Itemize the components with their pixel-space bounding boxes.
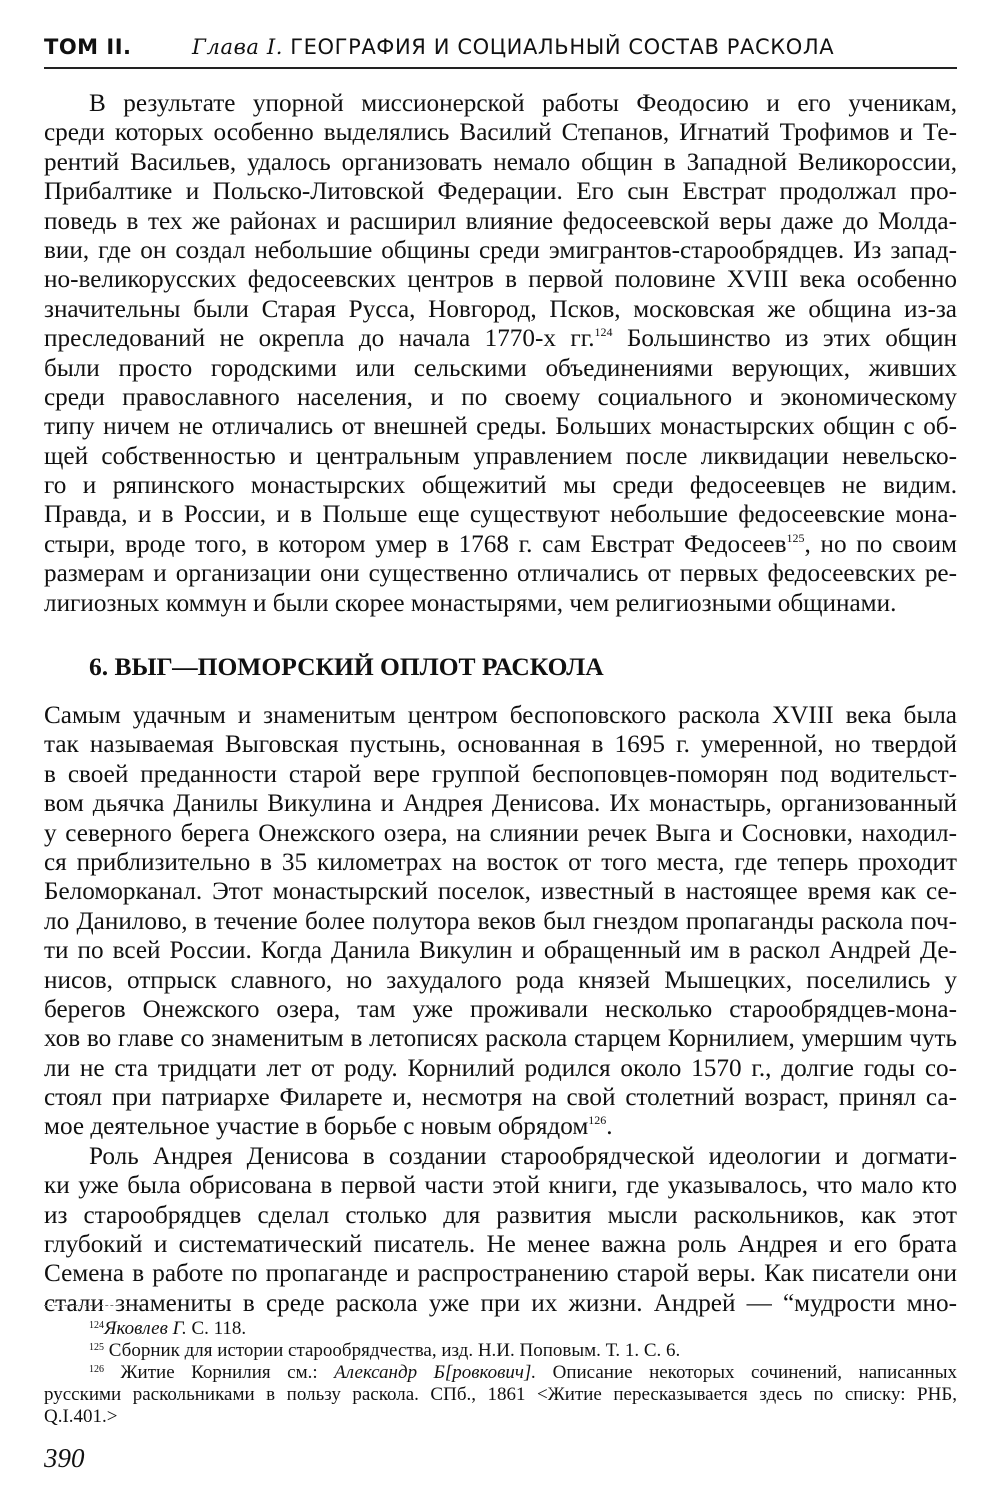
footnote-126-line-3: Q.I.401.> bbox=[44, 1406, 118, 1427]
text-segment: стыри, вроде того, в котором умер в 1768 г. сам Евстрат Федосеев bbox=[44, 530, 787, 558]
footnote-number: 124 bbox=[89, 1320, 104, 1331]
text-line: ли не ста тридцати лет от роду. Корнилий родился около 1570 г., долгие годы со- bbox=[44, 1054, 957, 1082]
text-line: так называемая Выговская пустынь, основанная в 1695 г. умеренной, но твердой bbox=[44, 731, 957, 759]
text-line: размерам и организации они существенно отличались от первых федосеевских ре- bbox=[44, 560, 957, 588]
footnote-124 bbox=[44, 1318, 957, 1340]
text-line: ся приблизительно в 35 километрах на восток от того места, где теперь проходит bbox=[44, 848, 957, 876]
text-line bbox=[44, 1112, 957, 1141]
text-line: хов во главе со знаменитым в летописях раскола старцем Корнилием, умершим чуть bbox=[44, 1025, 957, 1053]
text-line: но-великорусских федосеевских центров в первой половине XVIII века особенно bbox=[44, 266, 957, 294]
text-line: берегов Онежского озера, там уже проживали несколько старообрядцев-монa- bbox=[44, 995, 957, 1023]
footnote-125 bbox=[44, 1340, 957, 1362]
footnote-divider bbox=[44, 1305, 144, 1306]
text-line: среди которых особенно выделялись Василий Степанов, Игнатий Трофимов и Те- bbox=[44, 119, 957, 147]
text-line bbox=[44, 324, 957, 353]
text-line: вии, где он создал небольшие общины среди эмигрантов-старообрядцев. Из запад- bbox=[44, 236, 957, 264]
section-heading: 6. ВЫГ—ПОМОРСКИЙ ОПЛОТ РАСКОЛА bbox=[89, 652, 604, 681]
chapter-label: Глава I. bbox=[192, 35, 283, 59]
footnote-author: Александр Б[ровкович]. bbox=[334, 1362, 537, 1383]
text-line: ти по всей России. Когда Данила Викулин и обращенный им в раскол Андрей Де- bbox=[44, 937, 957, 965]
text-segment: . bbox=[606, 1113, 613, 1141]
text-line: лигиозных коммун и были скорее монастырями, чем религиозными общинами. bbox=[44, 589, 897, 617]
text-line: глубокий и систематический писатель. Не менее важна роль Андрея и его брата bbox=[44, 1231, 957, 1259]
text-line: значительны были Старая Русса, Новгород, Псков, московская же община из-за bbox=[44, 295, 957, 323]
text-line: вом дьячка Данилы Викулина и Андрея Денисова. Их монастырь, организованный bbox=[44, 790, 957, 818]
text-line: среди православного населения, и по своему социального и экономическому bbox=[44, 383, 957, 411]
chapter-title bbox=[192, 33, 834, 61]
footnote-text: С. 118. bbox=[186, 1318, 247, 1339]
footnote-ref: 125 bbox=[786, 530, 805, 545]
text-line: нисов, отпрыск славного, но захудалого рода князей Мышецких, поселились у bbox=[44, 966, 957, 994]
text-line: Правда, и в России, и в Польше еще существуют небольшие федосеевские мона- bbox=[44, 501, 957, 529]
page-number: 390 bbox=[44, 1443, 85, 1473]
footnote-ref: 124 bbox=[594, 325, 613, 340]
text-line: у северного берега Онежского озера, на слиянии речек Выга и Сосновки, находил- bbox=[44, 819, 957, 847]
text-line: были просто городскими или сельскими объединениями верующих, живших bbox=[44, 354, 957, 382]
text-line: Прибалтике и Польско-Литовской Федерации. Его сын Евстрат продолжал про- bbox=[44, 178, 957, 206]
text-line: из старообрядцев сделал столько для развития мысли раскольников, как этот bbox=[44, 1201, 957, 1229]
text-line: ки уже была обрисована в первой части этой книги, где указывалось, что мало кто bbox=[44, 1172, 957, 1200]
text-line: Беломорканал. Этот монастырский поселок, известный в настоящее время как се- bbox=[44, 878, 957, 906]
text-segment: , но по своим bbox=[804, 530, 958, 558]
footnote-126-line-2: русскими раскольниками в пользу раскола. СПб., 1861 <Житие пересказывается здесь по списку: РНБ, bbox=[44, 1384, 957, 1405]
text-line: стали знамениты в среде раскола уже при их жизни. Андрей — “мудрости мно- bbox=[44, 1289, 957, 1317]
chapter-name: ГЕОГРАФИЯ И СОЦИАЛЬНЫЙ СОСТАВ РАСКОЛА bbox=[290, 35, 835, 59]
text-line: го и ряпинского монастырских общежитий мы среди федосеевцев не видим. bbox=[44, 472, 957, 500]
text-line: стоял при патриархе Филарете и, несмотря на свой столетний возраст, принял са- bbox=[44, 1084, 957, 1112]
text-line bbox=[44, 530, 957, 559]
footnotes bbox=[44, 1318, 957, 1428]
text-line: Роль Андрея Денисова в создании старообрядческой идеологии и догмати- bbox=[89, 1142, 957, 1170]
paragraph-feodosians bbox=[44, 89, 957, 618]
text-line: в своей преданности старой вере группой беспоповцев-поморян под водительст- bbox=[44, 760, 957, 788]
text-segment: Большинство из этих общин bbox=[612, 325, 957, 353]
text-line: щей собственностью и центральным управлением после ликвидации невельско- bbox=[44, 442, 957, 470]
footnote-text: Описание некоторых сочинений, написанных bbox=[536, 1362, 957, 1383]
footnote-text: Сборник для истории старообрядчества, изд. Н.И. Поповым. Т. 1. С. 6. bbox=[104, 1340, 681, 1361]
footnote-text: Житие Корнилия см.: bbox=[104, 1362, 335, 1383]
text-line: поведь в тех же районах и расширил влияние федосеевской веры даже до Молда- bbox=[44, 207, 957, 235]
text-line: ло Данилово, в течение более полутора веков был гнездом пропаганды раскола поч- bbox=[44, 907, 957, 935]
text-line: Самым удачным и знаменитым центром беспоповского раскола XVIII века была bbox=[44, 702, 957, 729]
text-line: типу ничем не отличались от внешней среды. Больших монастырских общин с об- bbox=[44, 413, 957, 441]
section-body bbox=[44, 701, 957, 1318]
footnote-number: 126 bbox=[89, 1364, 104, 1375]
footnote-number: 125 bbox=[89, 1342, 104, 1353]
footnote-126 bbox=[44, 1362, 957, 1384]
footnote-ref: 126 bbox=[588, 1113, 607, 1128]
footnote-author: Яковлев Г. bbox=[104, 1318, 187, 1339]
text-segment: мое деятельное участие в борьбе с новым обрядом bbox=[44, 1113, 589, 1141]
running-header bbox=[44, 33, 957, 69]
text-line: В результате упорной миссионерской работы Феодосию и его ученикам, bbox=[89, 90, 957, 117]
text-line: Семена в работе по пропаганде и распространению старой веры. Как писатели они bbox=[44, 1260, 957, 1288]
text-line: рентий Васильев, удалось организовать немало общин в Западной Великороссии, bbox=[44, 148, 957, 176]
text-segment: преследований не окрепла до начала 1770-х гг. bbox=[44, 325, 595, 353]
volume-label: ТОМ II. bbox=[44, 35, 132, 59]
